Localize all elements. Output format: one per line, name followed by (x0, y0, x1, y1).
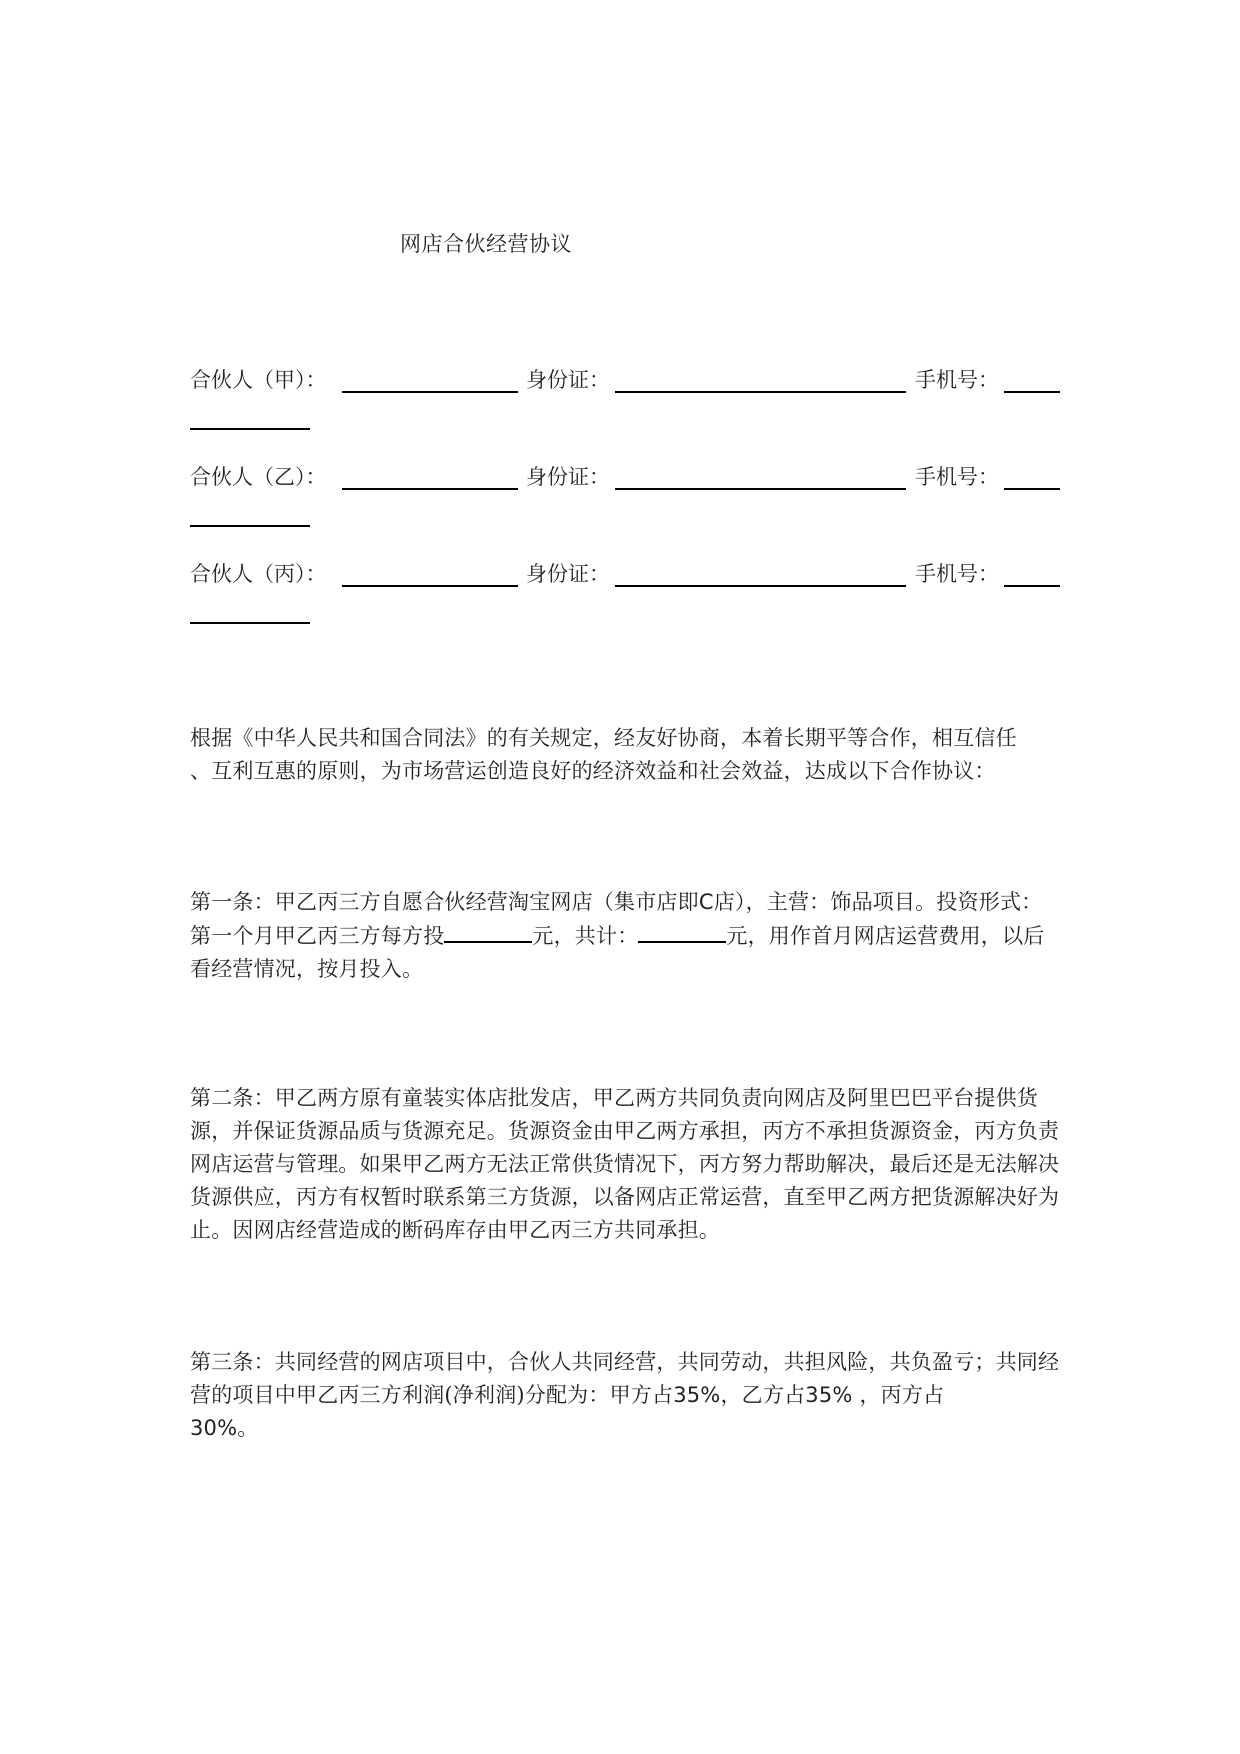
id-label: 身份证： (526, 465, 610, 489)
phone-number-blank (1004, 364, 1060, 393)
party-name-blank (342, 558, 518, 587)
id-number-blank (615, 461, 906, 490)
phone-number-blank (1004, 461, 1060, 490)
party-label: 合伙人（甲）： (190, 368, 327, 392)
article-3-text: ，丙方占 (852, 1383, 945, 1407)
phone-number-blank (1004, 558, 1060, 587)
article-1-text: 店），主营：饰品项目。投资形式：第一个月甲乙丙三方每方投 (190, 890, 1043, 948)
article-3-paragraph (190, 1346, 1060, 1445)
preamble-line-2: 、互利互惠的原则，为市场营运创造良好的经济效益和社会效益，达成以下合作协议： (190, 759, 996, 783)
article-2-paragraph: 第二条：甲乙两方原有童装实体店批发店，甲乙两方共同负责向网店及阿里巴巴平台提供货源，并保证货源品质与货源充足。货源资金由甲乙两方承担，丙方不承担货源资金，丙方负责网店运营与管理。如果甲乙两方无法正常供货情况下，丙方努力帮助解决，最后还是无法解决货源供应，丙方有权暂时联系第三方货源，以备网店正常运营，直至甲乙两方把货源解决好为止。因网店经营造成的断码库存由甲乙丙三方共同承担。 (190, 1086, 1060, 1242)
phone-number-blank-continued (190, 497, 310, 527)
investment-total-blank (638, 919, 726, 943)
article-1-store-type-letter: C (698, 890, 714, 914)
phone-label: 手机号： (915, 562, 999, 586)
article-3-text: ，乙方占 (720, 1383, 806, 1407)
party-row-c (190, 558, 1060, 658)
party-name-blank (342, 461, 518, 490)
id-label: 身份证： (526, 368, 610, 392)
id-number-blank (615, 558, 906, 587)
investment-per-party-blank (444, 919, 532, 943)
party-row-b (190, 461, 1060, 561)
article-1-text: 元，用作首月网店运营费用，以后看经营情况，按月投入。 (190, 924, 1045, 981)
party-label: 合伙人（丙）： (190, 562, 327, 586)
share-party-a: 35% (673, 1383, 721, 1407)
party-row-a (190, 364, 1060, 464)
party-label: 合伙人（乙）： (190, 465, 327, 489)
document-title: 网店合伙经营协议 (400, 232, 572, 256)
party-name-blank (342, 364, 518, 393)
phone-label: 手机号： (915, 368, 999, 392)
phone-label: 手机号： (915, 465, 999, 489)
preamble-line-1: 根据《中华人民共和国合同法》的有关规定，经友好协商，本着长期平等合作，相互信任 (190, 726, 1017, 750)
phone-number-blank-continued (190, 594, 310, 624)
share-party-b: 35% (805, 1383, 853, 1407)
article-3-text: 。 (237, 1416, 259, 1440)
article-3-text: 第三条：共同经营的网店项目中，合伙人共同经营，共同劳动，共担风险，共负盈亏；共同经营的项目中甲乙丙三方利润(净利润)分配为：甲方占 (190, 1350, 1060, 1407)
id-number-blank (615, 364, 906, 393)
article-1-paragraph (190, 886, 1060, 986)
id-label: 身份证： (526, 562, 610, 586)
share-party-c: 30% (190, 1416, 238, 1440)
article-1-text: 元，共计： (532, 924, 639, 948)
article-1-text: 第一条：甲乙丙三方自愿合伙经营淘宝网店（集市店即 (190, 890, 699, 914)
preamble-paragraph (190, 722, 1060, 788)
phone-number-blank-continued (190, 400, 310, 430)
